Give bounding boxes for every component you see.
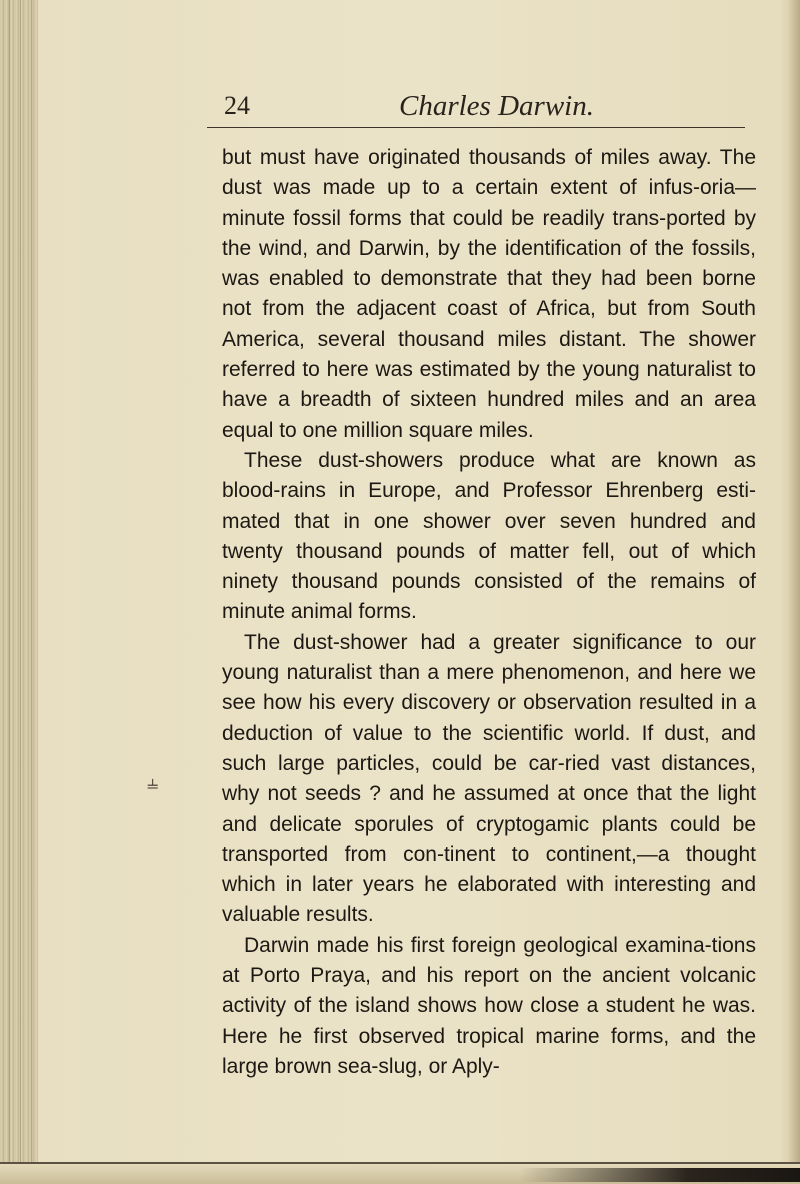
page-shadow (520, 1168, 800, 1182)
body-text (222, 143, 756, 1082)
page-edge-right (786, 0, 800, 1184)
paragraph: but must have originated thousands of miles away. The dust was made up to a certain extent of infus-oria—minute fossil forms that could be readily trans-ported by the wind, and Darwin, by the identification of the fossils, was enabled to demonstrate that they had been borne not from the adjacent coast of Africa, but from South America, several thousand miles distant. The shower referred to here was estimated by the young naturalist to have a breadth of sixteen hundred miles and an area equal to one million square miles. (222, 146, 756, 442)
page-number: 24 (224, 91, 250, 120)
paragraph: Darwin made his first foreign geological examina-tions at Porto Praya, and his report on the ancient volcanic activity of the island shows how close a student he was. Here he first observed tropical marine forms, and the large brown sea-slug, or Aply- (222, 933, 756, 1078)
paragraph: The dust-shower had a greater significance to our young naturalist than a mere phenomenon, and here we see how his every discovery or observation resulted in a deduction of value to the scientific world. If dust, and such large particles, could be car-ried vast distances, why not seeds ? and he assumed at once that the light and delicate sporules of cryptogamic plants could be transported from con-tinent to continent,—a thought which in later years he elaborated with interesting and valuable results. (222, 630, 756, 927)
page-gutter (0, 0, 38, 1184)
margin-mark: ⫨ (147, 770, 159, 794)
gutter-line (20, 0, 21, 1184)
gutter-line (31, 0, 32, 1184)
running-head-title: Charles Darwin. (399, 90, 594, 122)
paragraph: These dust-showers produce what are known as blood-rains in Europe, and Professor Ehrenberg esti-mated that in one shower over seven hundred and twenty thousand pounds of matter fell, out of which ninety thousand pounds consisted of the remains of minute animal forms. (222, 448, 756, 624)
gutter-line (9, 0, 10, 1184)
header-rule (207, 127, 745, 128)
page-header (224, 88, 744, 132)
